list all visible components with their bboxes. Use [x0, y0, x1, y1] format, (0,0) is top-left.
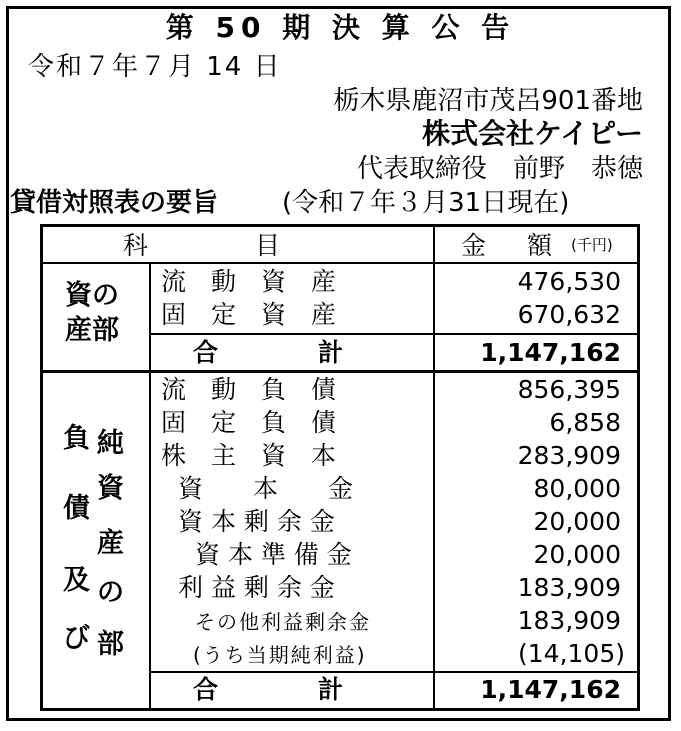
- liabilities-label-char: 及: [63, 565, 90, 596]
- liability-row-label: 資 本 準 備 金: [195, 540, 352, 569]
- balance-sheet-title: 貸借対照表の要旨: [10, 188, 219, 218]
- assets-total-divider: [149, 333, 637, 335]
- liabilities-label-char: 資: [97, 473, 124, 504]
- liability-row-label: 固 定 負 債: [161, 408, 337, 437]
- asset-row-label: 流 動 資 産: [161, 267, 337, 296]
- liability-row-label: (うち当期純利益): [193, 643, 367, 667]
- balance-sheet-table: [40, 224, 640, 711]
- asset-row-value: 476,530: [517, 267, 621, 296]
- liability-row-label: 株 主 資 本: [161, 441, 337, 470]
- liability-row-value: 283,909: [517, 441, 621, 470]
- company-address: 栃木県鹿沼市茂呂901番地: [333, 86, 643, 116]
- liability-row-value: 80,000: [533, 474, 621, 503]
- section-divider: [43, 370, 637, 373]
- liability-row-value: 856,395: [517, 375, 621, 404]
- notice-title: 第 50 期 決 算 公 告: [165, 11, 516, 44]
- liabilities-total-divider: [149, 671, 637, 673]
- liability-row-value: 20,000: [533, 540, 621, 569]
- liability-row-value: 183,909: [517, 573, 621, 602]
- asset-row-value: 670,632: [517, 300, 621, 329]
- liabilities-total-value: 1,147,162: [480, 675, 621, 704]
- liabilities-label-char: 負: [63, 423, 90, 454]
- liabilities-total-label: 合 計: [193, 675, 344, 704]
- liabilities-label-char: び: [63, 623, 90, 654]
- liability-row-label: 流 動 負 債: [161, 375, 337, 404]
- assets-total-label: 合 計: [193, 338, 344, 367]
- liabilities-label-char: 純: [97, 428, 124, 459]
- liability-row-label: 資 本 金: [178, 474, 354, 503]
- assets-total-value: 1,147,162: [480, 338, 621, 367]
- liabilities-label-char: 債: [63, 493, 90, 524]
- liability-row-value: 20,000: [533, 507, 621, 536]
- amount-column-divider: [433, 227, 435, 708]
- liability-row-value: 6,858: [549, 408, 621, 437]
- liability-row-label: その他利益剰余金: [195, 610, 371, 634]
- header-amount: 金 額: [461, 231, 561, 260]
- liability-row-label: 利 益 剰 余 金: [178, 573, 335, 602]
- asset-row-label: 固 定 資 産: [161, 300, 337, 329]
- assets-label-line1: 資の: [65, 280, 119, 311]
- header-item: 科 目: [123, 231, 289, 260]
- balance-sheet-date: (令和７年３月31日現在): [282, 188, 570, 218]
- liability-row-value: 183,909: [517, 606, 621, 635]
- header-divider: [43, 262, 637, 264]
- representative: 代表取締役 前野 恭徳: [356, 154, 643, 184]
- header-unit: (千円): [571, 236, 613, 254]
- company-name: 株式会社ケイピー: [422, 117, 643, 150]
- liabilities-label-char: 産: [97, 528, 124, 559]
- liabilities-label-char: 部: [97, 629, 124, 660]
- assets-label-line2: 産部: [65, 315, 119, 346]
- notice-date: 令和７年７月 14 日: [28, 52, 282, 82]
- liabilities-label-char: の: [97, 577, 124, 608]
- liability-row-value: (14,105): [518, 639, 625, 668]
- liability-row-label: 資 本 剰 余 金: [178, 507, 335, 536]
- category-column-divider: [149, 262, 151, 708]
